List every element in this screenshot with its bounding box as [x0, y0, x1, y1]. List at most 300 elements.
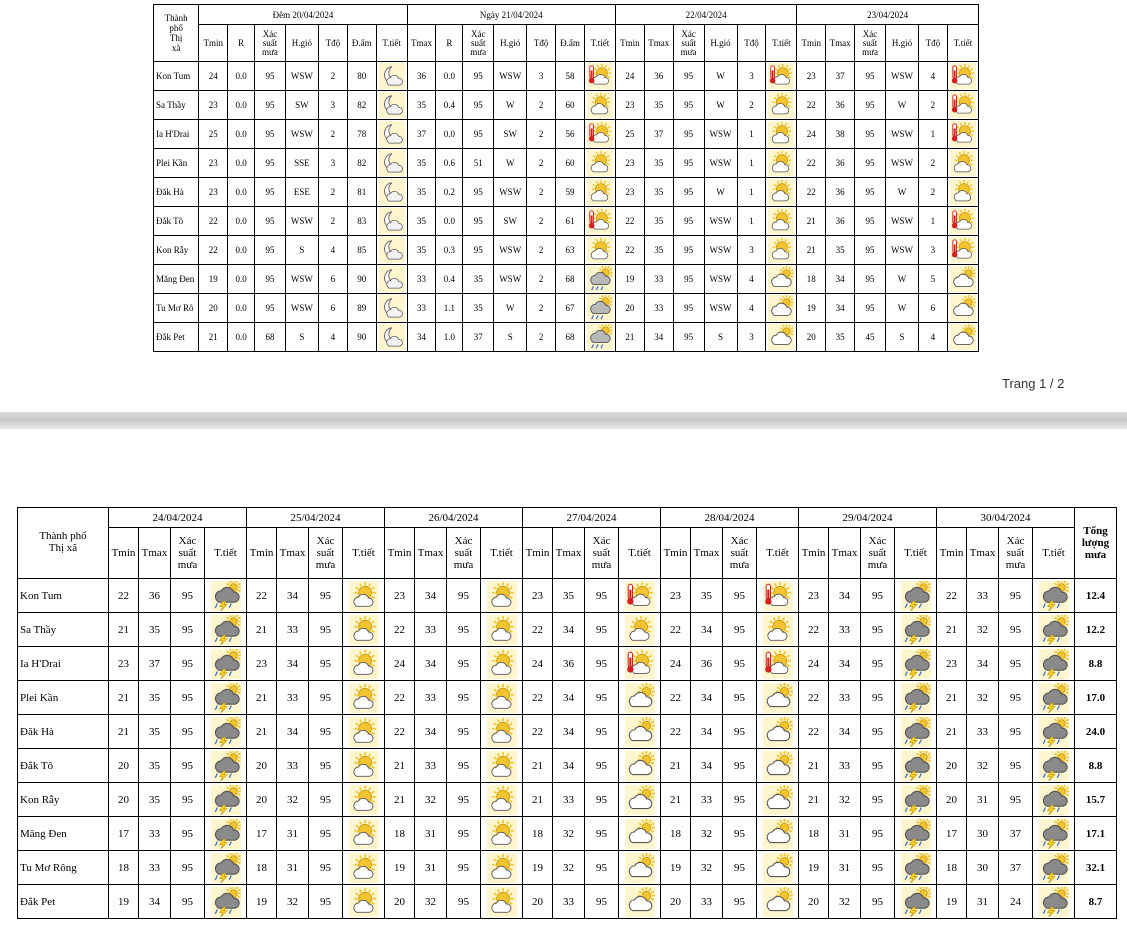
value-cell: 0.0: [228, 207, 255, 236]
hot-sun-cloud-icon: [763, 581, 793, 611]
value-cell: 34: [691, 613, 723, 647]
value-cell: 32: [553, 817, 585, 851]
value-cell: 35: [463, 294, 494, 323]
value-cell: 95: [723, 885, 757, 919]
cloud-sun-icon: [763, 683, 793, 713]
value-cell: 4: [918, 62, 947, 91]
weather-cell: [766, 294, 797, 323]
storm-icon: [1039, 717, 1069, 747]
column-header: Tđộ: [527, 25, 556, 62]
value-cell: 35: [139, 749, 171, 783]
total-rain-value: 15.7: [1075, 783, 1117, 817]
total-rain-value: 17.1: [1075, 817, 1117, 851]
weather-cell: [376, 207, 407, 236]
value-cell: 3: [318, 149, 347, 178]
storm-icon: [1039, 615, 1069, 645]
table-row: [154, 265, 979, 294]
value-cell: 95: [171, 885, 205, 919]
value-cell: 23: [799, 579, 829, 613]
weather-cell: [481, 783, 523, 817]
weather-cell: [1033, 817, 1075, 851]
weather-cell: [205, 579, 247, 613]
value-cell: S: [885, 323, 918, 352]
value-cell: 95: [447, 613, 481, 647]
weather-cell: [1033, 681, 1075, 715]
value-cell: 23: [523, 579, 553, 613]
value-cell: 22: [661, 613, 691, 647]
value-cell: 33: [691, 783, 723, 817]
value-cell: 95: [999, 613, 1033, 647]
value-cell: SW: [494, 120, 527, 149]
value-cell: 2: [318, 120, 347, 149]
value-cell: 32: [691, 851, 723, 885]
value-cell: 95: [447, 885, 481, 919]
column-header: Tmax: [553, 528, 585, 579]
value-cell: 20: [523, 885, 553, 919]
storm-icon: [1039, 683, 1069, 713]
value-cell: 33: [277, 681, 309, 715]
weather-cell: [343, 749, 385, 783]
table-row: [18, 647, 1117, 681]
value-cell: 35: [139, 783, 171, 817]
sun-cloud-icon: [587, 179, 613, 205]
column-header: T.tiết: [757, 528, 799, 579]
value-cell: 34: [139, 885, 171, 919]
value-cell: 95: [255, 91, 286, 120]
sun-cloud-icon: [625, 615, 655, 645]
sun-cloud-icon: [768, 92, 794, 118]
value-cell: 22: [523, 681, 553, 715]
total-rain-value: 12.4: [1075, 579, 1117, 613]
value-cell: 21: [109, 613, 139, 647]
value-cell: 3: [737, 62, 766, 91]
value-cell: W: [704, 91, 737, 120]
value-cell: 20: [385, 885, 415, 919]
value-cell: W: [885, 294, 918, 323]
table-row: [18, 579, 1117, 613]
forecast-table-page-1: [153, 4, 979, 352]
page-separator: [0, 412, 1127, 429]
value-cell: 31: [277, 851, 309, 885]
value-cell: 21: [937, 681, 967, 715]
value-cell: 68: [556, 323, 585, 352]
weather-cell: [619, 749, 661, 783]
value-cell: 34: [553, 715, 585, 749]
value-cell: 95: [255, 265, 286, 294]
location-name: Măng Đen: [154, 265, 199, 294]
value-cell: 95: [585, 749, 619, 783]
value-cell: 19: [797, 294, 826, 323]
value-cell: 22: [247, 579, 277, 613]
value-cell: 21: [661, 749, 691, 783]
location-name: Đăk Hà: [154, 178, 199, 207]
location-name: Kon Tum: [18, 579, 109, 613]
value-cell: 33: [139, 817, 171, 851]
value-cell: 0.3: [436, 236, 463, 265]
date-header: Ngày 21/04/2024: [407, 5, 615, 25]
column-header: R: [228, 25, 255, 62]
value-cell: 95: [255, 62, 286, 91]
forecast-table-page-2: [17, 507, 1117, 919]
value-cell: WSW: [285, 120, 318, 149]
value-cell: 61: [556, 207, 585, 236]
total-rain-value: 32.1: [1075, 851, 1117, 885]
value-cell: 34: [829, 647, 861, 681]
value-cell: 6: [318, 265, 347, 294]
value-cell: WSW: [285, 265, 318, 294]
sun-cloud-icon: [487, 581, 517, 611]
value-cell: 80: [347, 62, 376, 91]
value-cell: 23: [661, 579, 691, 613]
cloud-sun-icon: [625, 785, 655, 815]
value-cell: WSW: [885, 207, 918, 236]
moon-icon: [379, 92, 405, 118]
storm-icon: [901, 751, 931, 781]
value-cell: 24: [799, 647, 829, 681]
moon-icon: [379, 237, 405, 263]
hot-sun-cloud-icon: [950, 208, 976, 234]
sun-cloud-icon: [587, 150, 613, 176]
value-cell: WSW: [704, 149, 737, 178]
weather-cell: [205, 681, 247, 715]
moon-icon: [379, 324, 405, 350]
value-cell: 31: [967, 885, 999, 919]
table-row: [154, 149, 979, 178]
sun-cloud-icon: [768, 150, 794, 176]
value-cell: 35: [644, 207, 673, 236]
column-header: T.tiết: [584, 25, 615, 62]
weather-cell: [376, 178, 407, 207]
value-cell: 32: [967, 749, 999, 783]
value-cell: 82: [347, 91, 376, 120]
value-cell: 37: [826, 62, 855, 91]
value-cell: 38: [826, 120, 855, 149]
value-cell: 35: [826, 236, 855, 265]
value-cell: 0.2: [436, 178, 463, 207]
weather-cell: [343, 647, 385, 681]
value-cell: 23: [247, 647, 277, 681]
hot-sun-cloud-icon: [763, 649, 793, 679]
weather-cell: [895, 613, 937, 647]
value-cell: W: [885, 91, 918, 120]
value-cell: WSW: [285, 294, 318, 323]
value-cell: 31: [829, 851, 861, 885]
weather-cell: [619, 681, 661, 715]
value-cell: 3: [918, 236, 947, 265]
value-cell: 23: [199, 149, 228, 178]
weather-cell: [757, 715, 799, 749]
weather-cell: [619, 817, 661, 851]
storm-icon: [901, 785, 931, 815]
date-header: 29/04/2024: [799, 508, 937, 528]
value-cell: WSW: [704, 207, 737, 236]
value-cell: 23: [797, 62, 826, 91]
value-cell: 0.0: [228, 178, 255, 207]
value-cell: 31: [829, 817, 861, 851]
value-cell: 33: [277, 749, 309, 783]
sun-cloud-icon: [487, 751, 517, 781]
value-cell: 23: [937, 647, 967, 681]
value-cell: 20: [937, 749, 967, 783]
value-cell: 24: [523, 647, 553, 681]
value-cell: 22: [799, 613, 829, 647]
value-cell: 35: [407, 207, 436, 236]
value-cell: 0.0: [228, 91, 255, 120]
location-name: Kon Tum: [154, 62, 199, 91]
weather-cell: [757, 851, 799, 885]
value-cell: 1: [737, 149, 766, 178]
value-cell: 34: [691, 749, 723, 783]
weather-cell: [1033, 749, 1075, 783]
rain-cloud-icon: [587, 266, 613, 292]
hot-sun-cloud-icon: [625, 649, 655, 679]
location-name: Măng Đen: [18, 817, 109, 851]
value-cell: 51: [463, 149, 494, 178]
column-header: Xác suất mưa: [447, 528, 481, 579]
weather-cell: [766, 207, 797, 236]
weather-cell: [757, 749, 799, 783]
column-header: T.tiết: [481, 528, 523, 579]
value-cell: 25: [615, 120, 644, 149]
location-name: Kon Rẫy: [18, 783, 109, 817]
sun-cloud-icon: [487, 649, 517, 679]
sun-cloud-icon: [349, 615, 379, 645]
column-header: Tmin: [937, 528, 967, 579]
location-name: Tu Mơ Rô: [154, 294, 199, 323]
storm-icon: [901, 887, 931, 917]
value-cell: 24: [385, 647, 415, 681]
hot-sun-cloud-icon: [625, 581, 655, 611]
value-cell: 95: [309, 817, 343, 851]
value-cell: 34: [826, 294, 855, 323]
moon-icon: [379, 266, 405, 292]
value-cell: 35: [463, 265, 494, 294]
storm-icon: [901, 581, 931, 611]
value-cell: 30: [967, 851, 999, 885]
storm-icon: [211, 717, 241, 747]
weather-cell: [1033, 579, 1075, 613]
value-cell: 18: [247, 851, 277, 885]
sun-cloud-icon: [487, 615, 517, 645]
weather-cell: [947, 323, 978, 352]
value-cell: 95: [255, 294, 286, 323]
weather-cell: [584, 178, 615, 207]
sun-cloud-icon: [768, 179, 794, 205]
value-cell: 95: [673, 236, 704, 265]
value-cell: 95: [723, 749, 757, 783]
value-cell: 19: [523, 851, 553, 885]
cloud-sun-icon: [763, 717, 793, 747]
value-cell: 20: [247, 783, 277, 817]
value-cell: 36: [826, 207, 855, 236]
value-cell: 20: [109, 749, 139, 783]
column-header: Đ.ẩm: [347, 25, 376, 62]
table-row: [18, 613, 1117, 647]
value-cell: 0.0: [228, 294, 255, 323]
moon-icon: [379, 121, 405, 147]
value-cell: 95: [585, 613, 619, 647]
storm-icon: [901, 649, 931, 679]
location-name: Kon Rẫy: [154, 236, 199, 265]
value-cell: 32: [277, 783, 309, 817]
weather-cell: [376, 62, 407, 91]
value-cell: 1.0: [436, 323, 463, 352]
weather-cell: [584, 236, 615, 265]
value-cell: 81: [347, 178, 376, 207]
value-cell: 95: [999, 715, 1033, 749]
weather-cell: [205, 715, 247, 749]
value-cell: 30: [967, 817, 999, 851]
weather-cell: [757, 579, 799, 613]
date-header: 28/04/2024: [661, 508, 799, 528]
value-cell: 35: [644, 236, 673, 265]
column-header: Xác suất mưa: [861, 528, 895, 579]
location-name: Đắk Pet: [18, 885, 109, 919]
value-cell: 33: [407, 265, 436, 294]
total-rain-value: 17.0: [1075, 681, 1117, 715]
weather-cell: [895, 681, 937, 715]
value-cell: 2: [527, 149, 556, 178]
value-cell: 36: [407, 62, 436, 91]
storm-icon: [1039, 649, 1069, 679]
weather-cell: [205, 817, 247, 851]
value-cell: 95: [309, 715, 343, 749]
total-rain-value: 24.0: [1075, 715, 1117, 749]
weather-cell: [1033, 647, 1075, 681]
storm-icon: [211, 683, 241, 713]
weather-cell: [947, 149, 978, 178]
value-cell: 20: [247, 749, 277, 783]
value-cell: 95: [447, 579, 481, 613]
value-cell: 23: [385, 579, 415, 613]
weather-cell: [619, 715, 661, 749]
value-cell: 68: [556, 265, 585, 294]
value-cell: 37: [407, 120, 436, 149]
value-cell: 95: [673, 91, 704, 120]
value-cell: 36: [553, 647, 585, 681]
value-cell: 85: [347, 236, 376, 265]
value-cell: 35: [139, 613, 171, 647]
value-cell: 45: [855, 323, 886, 352]
value-cell: 95: [999, 783, 1033, 817]
value-cell: 56: [556, 120, 585, 149]
cloud-sun-icon: [625, 887, 655, 917]
storm-icon: [211, 615, 241, 645]
value-cell: 18: [661, 817, 691, 851]
weather-cell: [343, 715, 385, 749]
location-name: Ia H'Drai: [18, 647, 109, 681]
value-cell: WSW: [885, 120, 918, 149]
value-cell: 95: [673, 149, 704, 178]
weather-cell: [895, 579, 937, 613]
table-row: [18, 817, 1117, 851]
value-cell: 95: [585, 647, 619, 681]
value-cell: 21: [661, 783, 691, 817]
value-cell: 17: [937, 817, 967, 851]
value-cell: 33: [644, 265, 673, 294]
storm-icon: [901, 615, 931, 645]
column-header: Tđộ: [318, 25, 347, 62]
value-cell: 1: [918, 207, 947, 236]
hot-sun-cloud-icon: [950, 121, 976, 147]
value-cell: 33: [415, 613, 447, 647]
value-cell: S: [494, 323, 527, 352]
value-cell: 21: [797, 236, 826, 265]
value-cell: 18: [109, 851, 139, 885]
column-header: H.gió: [494, 25, 527, 62]
value-cell: 37: [999, 851, 1033, 885]
value-cell: 2: [318, 207, 347, 236]
value-cell: 95: [585, 783, 619, 817]
value-cell: 68: [255, 323, 286, 352]
weather-cell: [619, 579, 661, 613]
column-header: Tmax: [967, 528, 999, 579]
value-cell: W: [885, 178, 918, 207]
location-name: Đắk Pet: [154, 323, 199, 352]
weather-cell: [757, 681, 799, 715]
value-cell: 21: [799, 783, 829, 817]
value-cell: 37: [463, 323, 494, 352]
value-cell: 21: [937, 715, 967, 749]
column-header: Tmin: [199, 25, 228, 62]
weather-cell: [205, 851, 247, 885]
cloud-sun-icon: [763, 887, 793, 917]
weather-cell: [619, 851, 661, 885]
cloud-sun-icon: [763, 785, 793, 815]
value-cell: W: [704, 178, 737, 207]
value-cell: 31: [415, 851, 447, 885]
value-cell: 3: [318, 91, 347, 120]
value-cell: 0.0: [228, 265, 255, 294]
value-cell: 2: [527, 236, 556, 265]
value-cell: 22: [385, 715, 415, 749]
value-cell: 19: [799, 851, 829, 885]
value-cell: 3: [527, 62, 556, 91]
weather-cell: [1033, 851, 1075, 885]
value-cell: 60: [556, 149, 585, 178]
weather-cell: [205, 613, 247, 647]
value-cell: 35: [553, 579, 585, 613]
value-cell: 95: [673, 323, 704, 352]
table-row: [18, 783, 1117, 817]
value-cell: 2: [918, 91, 947, 120]
value-cell: ESE: [285, 178, 318, 207]
weather-cell: [584, 149, 615, 178]
value-cell: 95: [171, 579, 205, 613]
value-cell: 95: [171, 715, 205, 749]
value-cell: 95: [463, 120, 494, 149]
column-header: Xác suất mưa: [463, 25, 494, 62]
weather-cell: [619, 613, 661, 647]
value-cell: 95: [723, 851, 757, 885]
sun-cloud-icon: [487, 853, 517, 883]
weather-cell: [947, 178, 978, 207]
value-cell: 34: [829, 715, 861, 749]
value-cell: 95: [585, 715, 619, 749]
value-cell: 95: [855, 91, 886, 120]
total-rain-value: 8.8: [1075, 749, 1117, 783]
value-cell: 22: [385, 613, 415, 647]
column-header: Tmax: [407, 25, 436, 62]
value-cell: 95: [723, 579, 757, 613]
weather-cell: [584, 120, 615, 149]
value-cell: 36: [826, 149, 855, 178]
value-cell: 0.0: [228, 120, 255, 149]
weather-cell: [481, 681, 523, 715]
cloud-sun-icon: [763, 751, 793, 781]
value-cell: 95: [673, 265, 704, 294]
weather-cell: [343, 783, 385, 817]
